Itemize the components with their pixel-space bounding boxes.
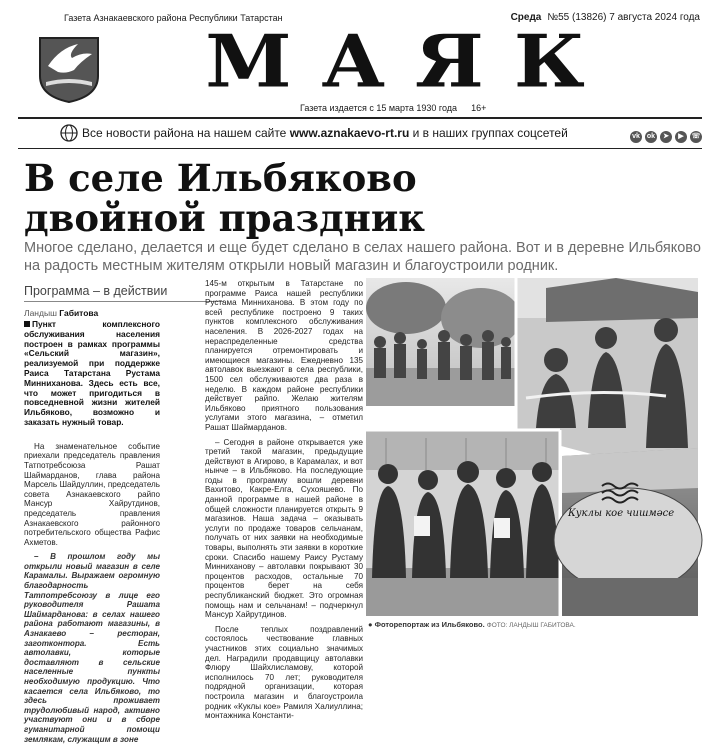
social-icons [627,127,702,143]
globe-icon [60,124,78,142]
article-lead: Многое сделано, делается и еще будет сделано в селах нашего района. Вот и в деревне Ильбяково на радость местным жителям открыли новый магазин и благоустроили родник. [24,240,701,274]
caption-text: Фоторепортаж из Ильбяково. [374,620,485,629]
headline-line-2: двойной праздник [24,196,426,240]
gazette-subtitle: Газета Азнакаевского района Республики Татарстан [64,13,283,23]
photo-collage-graphic [366,278,698,616]
vk-icon[interactable]: vk [630,131,642,143]
top-rule [18,117,702,119]
bullet-square-icon [24,321,30,327]
intro-text: Пункт комплексного обслуживания населения построен в рамках программы «Сельский магазин», реализуемой при поддержке Раиса Татарстана Рустама Минниханова. Здесь есть все, что может пригодиться в повседневной жизни жителей Ильбяково, возможно и заказать нужный товар. [24,319,160,427]
ok-icon[interactable]: ok [645,131,657,143]
founded-text: Газета издается с 15 марта 1930 года [300,103,458,113]
age-rating: 16+ [471,103,487,113]
body-paragraph: 145-м открытым в Татарстане по программе Раиса нашей республики Рустама Минниханова. В этом году по всей республике построено 9 таких пунктов комплексного обслуживания населения. В 2026-2027 годах на нераспределенные средства планируется отремонтировать и имеющиеся магазины. Ежедневно 135 автолавок выезжают в села республики, 1500 сел обслуживаются два раза в неделю. В каждом районе республики действует райпо. Желаю жителям Ильбяково приятного пользования услугами этого магазина, – отметил Рашат Шаймарданов. [205,279,363,432]
issue-number-date: №55 (13826) 7 августа 2024 года [547,12,700,23]
district-emblem [38,36,100,104]
newspaper-masthead: МАЯК [205,20,615,105]
founded-line [300,103,486,113]
section-label: Программа – в действии [24,284,168,298]
body-paragraph: На знаменательное событие приехали председатель правления Татпотребсоюза Рашат Шаймарданов, глава района Марсель Шайдуллин, председатель совета Азнакаевского райпо Мансур Хайрутдинов, председатель правления Азнакаевского районного потребительского общества Рафис Ахметов. [24,441,160,547]
author-first-name: Ландыш [24,308,57,318]
issue-day: Среда [510,12,542,23]
photo-awardees [366,430,560,616]
headline-line-1: В селе Ильбяково [24,156,417,200]
article-column-2 [205,279,363,726]
whatsapp-icon[interactable]: ☏ [690,131,702,143]
author-last-name: Габитова [59,308,99,318]
article-headline [24,158,714,238]
website-text-pre: Все новости района на нашем сайте [82,126,290,140]
photo-collage [366,278,698,616]
intro-paragraph [24,320,160,428]
photo-caption [368,620,576,629]
bar-rule [18,148,702,149]
quote-paragraph: – В прошлом году мы открыли новый магазин в селе Карамалы. Выражаем огромную благодарность Татпотребсоюзу в лице его руководителя Рашата Шаймарданова: в селах нашего района работают магазины, в Азнакаево – ресторан, заготконтора. Есть автолавки, которые доставляют в сельские населенные пункты необходимую продукцию. Что касается села Ильбяково, то здесь проживает трудолюбивый народ, активно участвуют они и в сборе гуманитарной помощи землякам, служащим в зоне [24,552,160,744]
website-link[interactable]: www.aznakaevo-rt.ru [289,126,410,140]
photo-crowd [366,278,521,406]
body-paragraph: – Сегодня в районе открывается уже третий такой магазин, предыдущие действуют в Агирово, в Карамалах, и вот нынче – в Ильбяково. На последующие годы в программу вошли деревни Вахитово, Какре-Елга, Сухояшево. По данной программе в нашей районе в общей сложности планируется открыть 9 магазинов. Наша задача – оказывать услуги по продаже товаров сельчанам, получать от них заявки на необходимые товары, выполнять эти заявки в короткие сроки. Спасибо нашему Раису Рустаму Минниханову – автолавки покрывают 30 процентов расходов, остальные 70 процентов берет на себя республиканский бюджет. Это огромная помощь нам и сельчанам! – подчеркнул Мансур Хайрутдинов. [205,437,363,620]
youtube-icon[interactable]: ▶ [675,131,687,143]
website-text-post: и в наших группах соцсетей [409,126,568,140]
section-rule [24,301,224,302]
camera-icon: ● [368,620,373,629]
photo-credit: ФОТО: ЛАНДЫШ ГАБИТОВА. [486,622,576,629]
article-column-1 [24,320,160,749]
photo-spring-sign [554,448,702,616]
website-text [82,126,568,140]
author-byline [24,308,98,318]
telegram-icon[interactable]: ➤ [660,131,672,143]
website-bar [18,124,702,144]
spring-sign-text: Куклы кое чишмәсе [568,508,675,519]
body-paragraph: После теплых поздравлений состоялось чествование главных участников этих социально значимых дел. Наградили продавщицу автолавки Флюру Шайхлисламову, которой исполнилось 70 лет; руководителя подрядной организации, которая построила магазин и благоустроила родник «Куклы кое» Рамиля Халиуллина; монтажника Константи- [205,624,363,721]
